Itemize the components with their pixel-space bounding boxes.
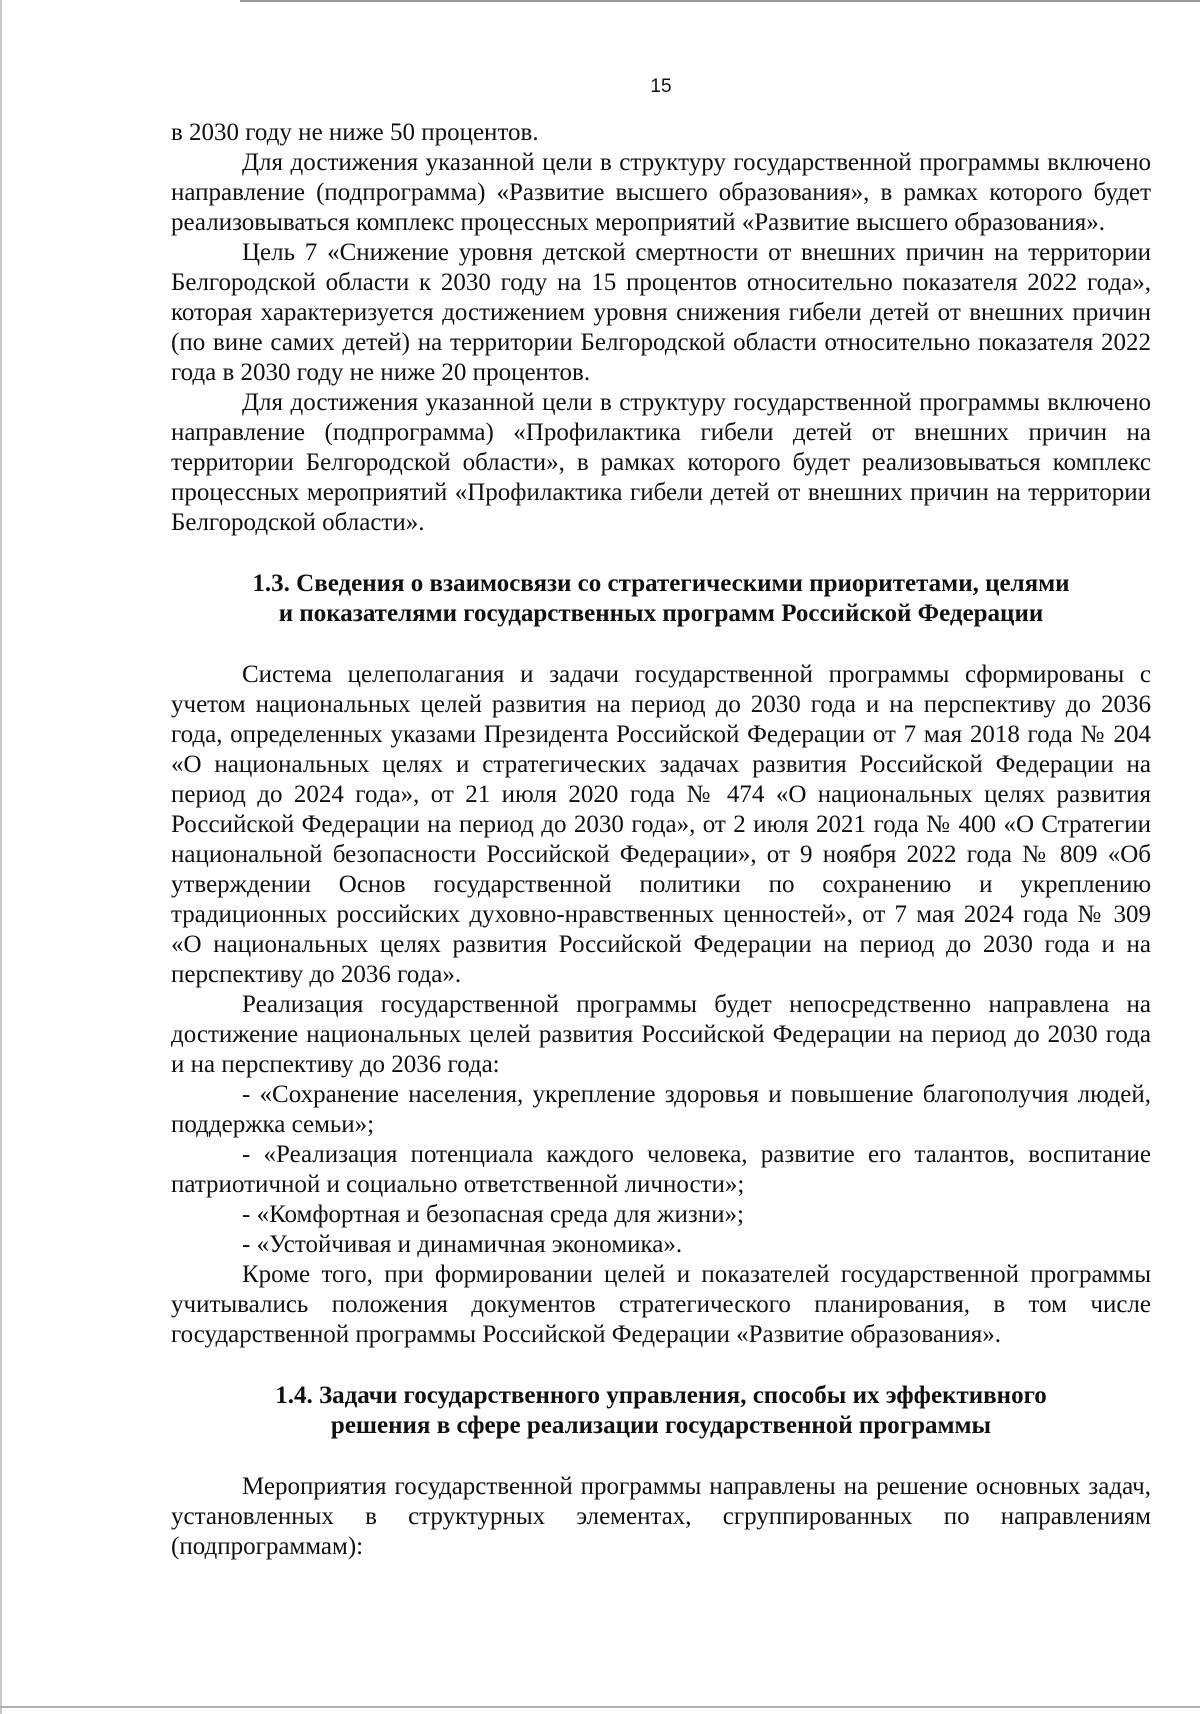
paragraph: Кроме того, при формировании целей и показателей государственной программы учитывались положения документов стратегического планирования, в том числе государственной программы Российской Федерации «Развитие образования». bbox=[171, 1261, 1151, 1348]
section-heading-1-3 bbox=[171, 569, 1151, 629]
paragraph: Система целеполагания и задачи государственной программы сформированы с учетом национальных целей развития на период до 2030 года и на перспективу до 2036 года, определенных указами Президента Российской Федерации от 7 мая 2018 года № 204 «О национальных целях и стратегических задачах развития Российской Федерации на период до 2024 года», от 21 июля 2020 года № 474 «О национальных целях развития Российской Федерации на период до 2030 года», от 2 июля 2021 года № 400 «О Стратегии национальной безопасности Российской Федерации», от 9 ноября 2022 года № 809 «Об утверждении Основ государственной политики по сохранению и укреплению традиционных российских духовно-нравственных ценностей», от 7 мая 2024 года № 309 «О национальных целях развития Российской Федерации на период до 2030 года и на перспективу до 2036 года». bbox=[171, 661, 1151, 988]
paragraph: Для достижения указанной цели в структуру государственной программы включено направление (подпрограмма) «Профилактика гибели детей от внешних причин на территории Белгородской области», в рамках которого будет реализовываться комплекс процессных мероприятий «Профилактика гибели детей от внешних причин на территории Белгородской области». bbox=[171, 389, 1151, 536]
paragraph: Мероприятия государственной программы направлены на решение основных задач, установленных в структурных элементах, сгруппированных по направлениям (подпрограммам): bbox=[171, 1473, 1151, 1560]
paragraph: Реализация государственной программы будет непосредственно направлена на достижение национальных целей развития Российской Федерации на период до 2030 года и на перспективу до 2036 года: bbox=[171, 991, 1151, 1078]
heading-line: 1.4. Задачи государственного управления, способы их эффективного bbox=[275, 1382, 1047, 1409]
scan-bottom-edge bbox=[0, 1706, 1200, 1708]
list-item: - «Комфортная и безопасная среда для жизни»; bbox=[242, 1201, 744, 1228]
scan-top-edge bbox=[240, 0, 1200, 2]
document-body bbox=[171, 118, 1151, 1562]
paragraph: Для достижения указанной цели в структуру государственной программы включено направление (подпрограмма) «Развитие высшего образования», в рамках которого будет реализовываться комплекс процессных мероприятий «Развитие высшего образования». bbox=[171, 149, 1151, 236]
paragraph: в 2030 году не ниже 50 процентов. bbox=[171, 119, 539, 146]
page-number: 15 bbox=[650, 76, 672, 97]
heading-line: решения в сфере реализации государственной программы bbox=[330, 1412, 992, 1439]
list-item: - «Сохранение населения, укрепление здоровья и повышение благополучия людей, поддержка семьи»; bbox=[171, 1081, 1151, 1138]
section-heading-1-4 bbox=[171, 1381, 1151, 1441]
paragraph: Цель 7 «Снижение уровня детской смертности от внешних причин на территории Белгородской области к 2030 году на 15 процентов относительно показателя 2022 года», которая характеризуется достижением уровня снижения гибели детей от внешних причин (по вине самих детей) на территории Белгородской области относительно показателя 2022 года в 2030 году не ниже 20 процентов. bbox=[171, 239, 1151, 386]
heading-line: и показателями государственных программ Российской Федерации bbox=[278, 600, 1044, 627]
list-item: - «Устойчивая и динамичная экономика». bbox=[242, 1231, 683, 1258]
list-item: - «Реализация потенциала каждого человека, развитие его талантов, воспитание патриотичной и социально ответственной личности»; bbox=[171, 1141, 1151, 1198]
scan-left-edge bbox=[0, 0, 2, 1714]
heading-line: 1.3. Сведения о взаимосвязи со стратегическими приоритетами, целями bbox=[252, 570, 1070, 597]
